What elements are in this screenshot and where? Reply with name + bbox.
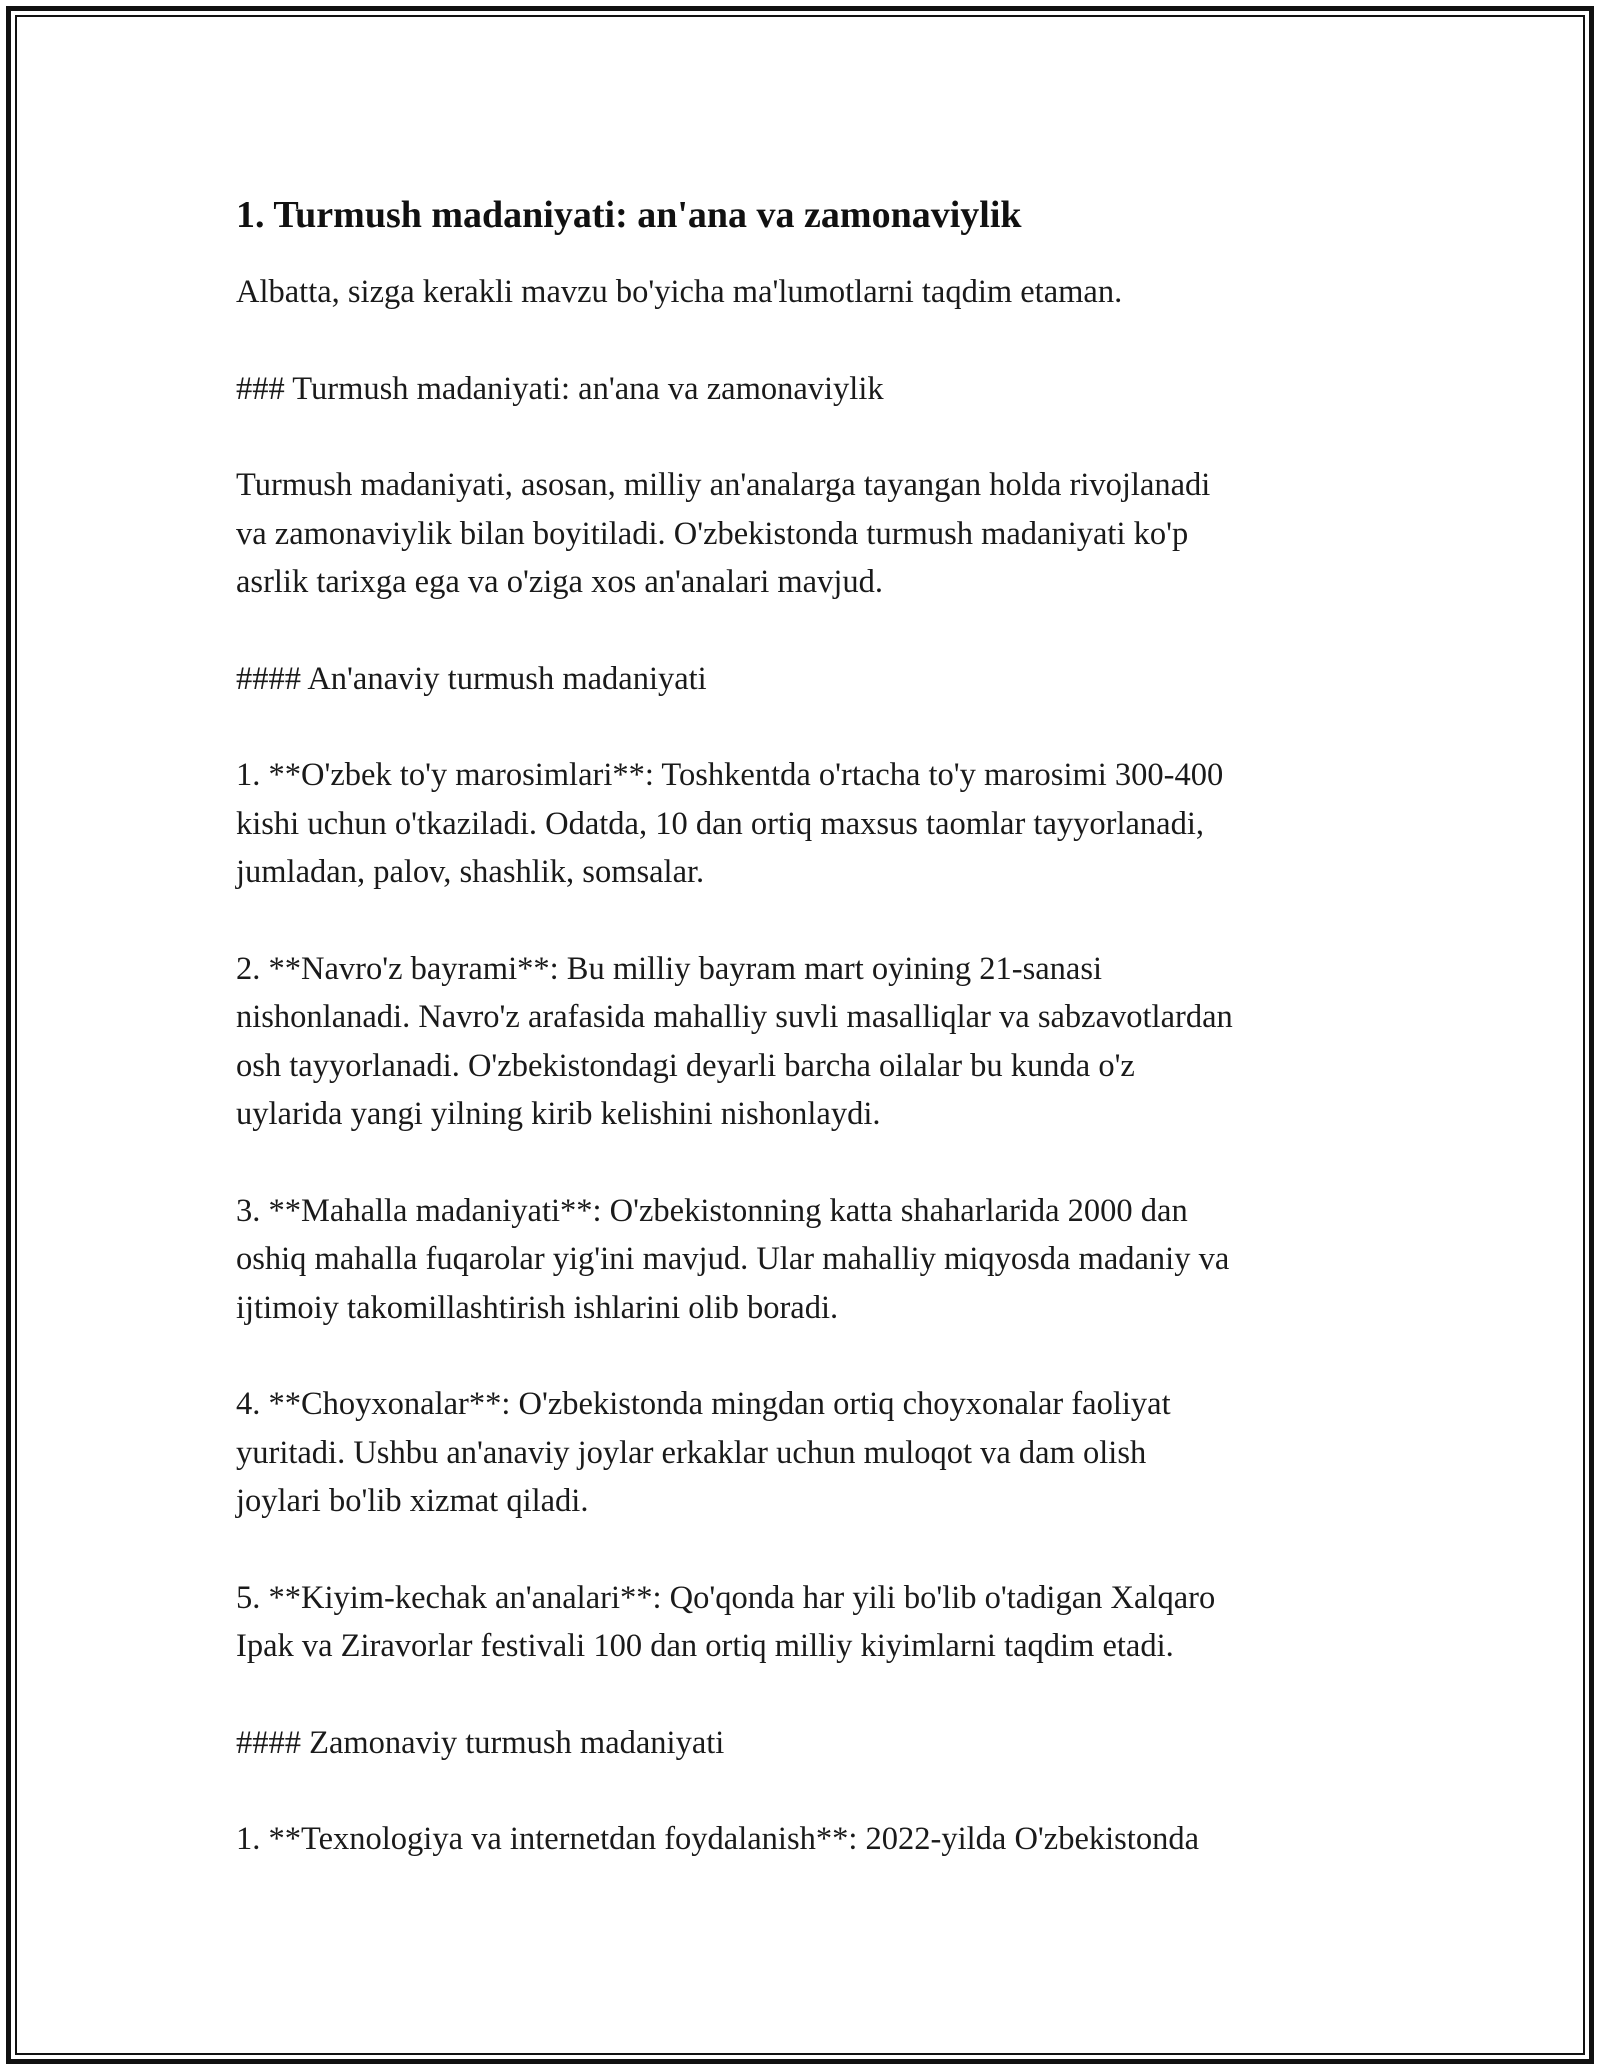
document-title: 1. Turmush madaniyati: an'ana va zamonaviylik bbox=[236, 194, 1022, 236]
list-item-wedding: 1. **O'zbek to'y marosimlari**: Toshkentda o'rtacha to'y marosimi 300-400 kishi uchun o'tkaziladi. Odatda, 10 dan ortiq maxsus taomlar tayyorlanadi, jumladan, palov, shashlik, somsalar. bbox=[236, 757, 1224, 890]
list-item-mahalla: 3. **Mahalla madaniyati**: O'zbekistonning katta shaharlarida 2000 dan oshiq mahalla fuqarolar yig'ini mavjud. Ular mahalliy miqyosda madaniy va ijtimoiy takomillashtirish ishlarini olib boradi. bbox=[236, 1192, 1230, 1326]
list-item-choyxona: 4. **Choyxonalar**: O'zbekistonda mingdan ortiq choyxonalar faoliyat yuritadi. Ushbu an'anaviy joylar erkaklar uchun muloqot va dam olish joylari bo'lib xizmat qiladi. bbox=[236, 1386, 1171, 1519]
list-item-navruz: 2. **Navro'z bayrami**: Bu milliy bayram mart oyining 21-sanasi nishonlanadi. Navro'z arafasida mahalliy suvli masalliqlar va sabzavotlardan osh tayyorlanadi. O'zbekistondagi deyarli barcha oilalar bu kunda o'z uylarida yangi yilning kirib kelishini nishonlaydi. bbox=[236, 950, 1233, 1132]
section-heading-markdown: ### Turmush madaniyati: an'ana va zamonaviylik bbox=[236, 370, 884, 407]
subheading-traditional: #### An'anaviy turmush madaniyati bbox=[236, 660, 707, 697]
list-item-technology: 1. **Texnologiya va internetdan foydalanish**: 2022-yilda O'zbekistonda bbox=[236, 1821, 1200, 1857]
overview-paragraph: Turmush madaniyati, asosan, milliy an'analarga tayangan holda rivojlanadi va zamonaviylik bilan boyitiladi. O'zbekistonda turmush madaniyati ko'p asrlik tarixga ega va o'ziga xos an'analari mavjud. bbox=[236, 467, 1211, 600]
subheading-modern: #### Zamonaviy turmush madaniyati bbox=[236, 1724, 725, 1761]
list-item-clothing: 5. **Kiyim-kechak an'analari**: Qo'qonda har yili bo'lib o'tadigan Xalqaro Ipak va Ziravorlar festivali 100 dan ortiq milliy kiyimlarni taqdim etadi. bbox=[236, 1579, 1216, 1664]
intro-paragraph: Albatta, sizga kerakli mavzu bo'yicha ma'lumotlarni taqdim etaman. bbox=[236, 274, 1123, 310]
document-body bbox=[236, 188, 1366, 1912]
